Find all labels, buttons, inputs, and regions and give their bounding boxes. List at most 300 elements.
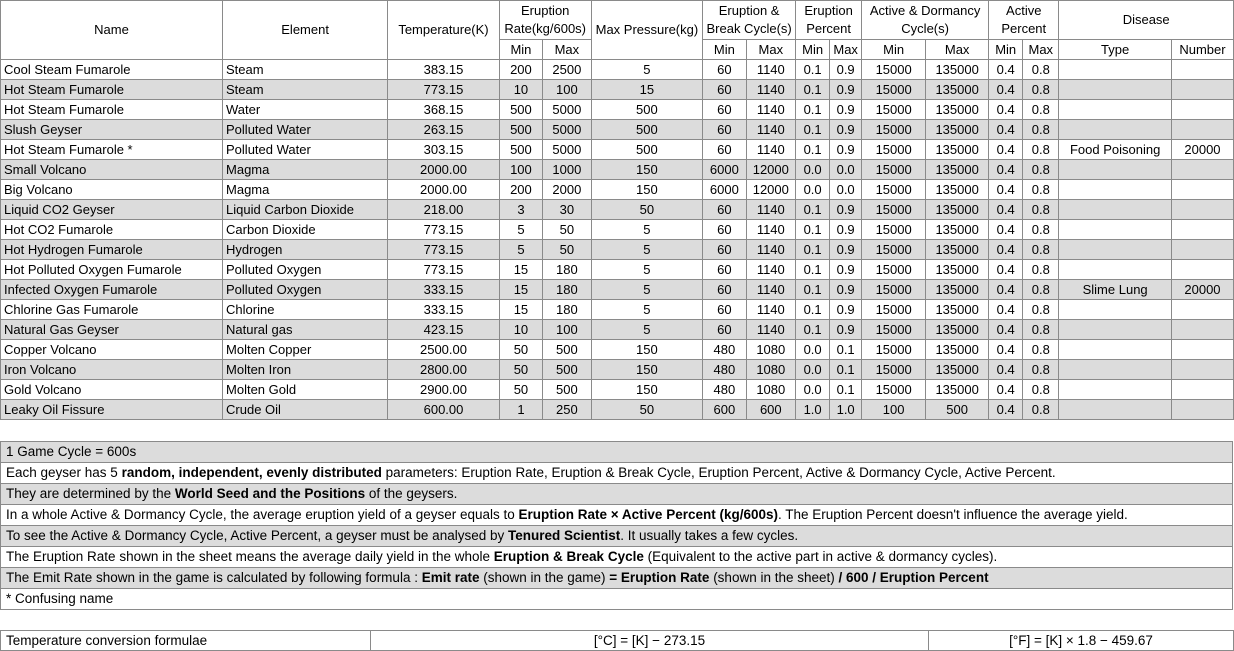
- cell-temperature[interactable]: 423.15: [388, 320, 500, 340]
- cell-percent-min[interactable]: 0.1: [796, 240, 830, 260]
- cell-percent-max[interactable]: 0.9: [830, 200, 862, 220]
- cell-percent-min[interactable]: 0.0: [796, 380, 830, 400]
- cell-rate-min[interactable]: 500: [499, 140, 542, 160]
- cell-element[interactable]: Polluted Oxygen: [223, 260, 388, 280]
- cell-temperature[interactable]: 218.00: [388, 200, 500, 220]
- cell-name[interactable]: Leaky Oil Fissure: [1, 400, 223, 420]
- cell-disease-type[interactable]: [1059, 260, 1172, 280]
- cell-name[interactable]: Natural Gas Geyser: [1, 320, 223, 340]
- header-cycle-max[interactable]: Max: [746, 40, 796, 60]
- cell-rate-max[interactable]: 500: [543, 360, 592, 380]
- cell-cycle-max[interactable]: 1140: [746, 240, 796, 260]
- header-disease-type[interactable]: Type: [1059, 40, 1172, 60]
- cell-dormancy-min[interactable]: 15000: [862, 360, 926, 380]
- cell-element[interactable]: Molten Iron: [223, 360, 388, 380]
- cell-rate-max[interactable]: 5000: [543, 120, 592, 140]
- cell-cycle-max[interactable]: 1140: [746, 200, 796, 220]
- note-average-yield[interactable]: [1, 505, 1233, 526]
- header-rate-min[interactable]: Min: [499, 40, 542, 60]
- cell-rate-max[interactable]: 2500: [543, 60, 592, 80]
- cell-rate-min[interactable]: 10: [499, 320, 542, 340]
- cell-temperature[interactable]: 773.15: [388, 80, 500, 100]
- cell-max-pressure[interactable]: 50: [591, 200, 703, 220]
- cell-element[interactable]: Polluted Oxygen: [223, 280, 388, 300]
- header-eruption-break-cycle[interactable]: Eruption & Break Cycle(s): [703, 1, 796, 40]
- note-parameters[interactable]: [1, 463, 1233, 484]
- cell-name[interactable]: Liquid CO2 Geyser: [1, 200, 223, 220]
- cell-active-min[interactable]: 0.4: [989, 60, 1023, 80]
- cell-name[interactable]: Gold Volcano: [1, 380, 223, 400]
- cell-dormancy-min[interactable]: 15000: [862, 260, 926, 280]
- cell-element[interactable]: Polluted Water: [223, 120, 388, 140]
- cell-disease-number[interactable]: [1171, 400, 1233, 420]
- cell-rate-max[interactable]: 1000: [543, 160, 592, 180]
- cell-rate-min[interactable]: 500: [499, 100, 542, 120]
- cell-name[interactable]: Slush Geyser: [1, 120, 223, 140]
- cell-dormancy-max[interactable]: 135000: [926, 340, 989, 360]
- cell-disease-type[interactable]: [1059, 100, 1172, 120]
- cell-percent-max[interactable]: 0.1: [830, 380, 862, 400]
- cell-cycle-min[interactable]: 60: [703, 80, 746, 100]
- cell-cycle-min[interactable]: 60: [703, 200, 746, 220]
- cell-active-min[interactable]: 0.4: [989, 220, 1023, 240]
- cell-rate-max[interactable]: 2000: [543, 180, 592, 200]
- cell-name[interactable]: Hot Polluted Oxygen Fumarole: [1, 260, 223, 280]
- cell-active-min[interactable]: 0.4: [989, 300, 1023, 320]
- cell-active-min[interactable]: 0.4: [989, 160, 1023, 180]
- cell-disease-type[interactable]: [1059, 80, 1172, 100]
- cell-cycle-min[interactable]: 60: [703, 120, 746, 140]
- header-percent-min[interactable]: Min: [796, 40, 830, 60]
- cell-dormancy-max[interactable]: 135000: [926, 260, 989, 280]
- cell-cycle-max[interactable]: 1140: [746, 120, 796, 140]
- cell-disease-number[interactable]: [1171, 260, 1233, 280]
- cell-active-max[interactable]: 0.8: [1023, 300, 1059, 320]
- header-disease[interactable]: Disease: [1059, 1, 1234, 40]
- cell-max-pressure[interactable]: 5: [591, 60, 703, 80]
- cell-percent-min[interactable]: 0.1: [796, 140, 830, 160]
- cell-active-min[interactable]: 0.4: [989, 240, 1023, 260]
- cell-cycle-max[interactable]: 1140: [746, 100, 796, 120]
- cell-cycle-min[interactable]: 60: [703, 320, 746, 340]
- cell-element[interactable]: Carbon Dioxide: [223, 220, 388, 240]
- cell-disease-number[interactable]: [1171, 360, 1233, 380]
- header-disease-number[interactable]: Number: [1171, 40, 1233, 60]
- cell-cycle-max[interactable]: 1080: [746, 360, 796, 380]
- cell-element[interactable]: Water: [223, 100, 388, 120]
- cell-rate-min[interactable]: 15: [499, 300, 542, 320]
- cell-temperature[interactable]: 303.15: [388, 140, 500, 160]
- note-confusing-name[interactable]: * Confusing name: [1, 589, 1233, 610]
- cell-dormancy-max[interactable]: 500: [926, 400, 989, 420]
- header-dormancy-min[interactable]: Min: [862, 40, 926, 60]
- cell-disease-type[interactable]: [1059, 160, 1172, 180]
- cell-cycle-max[interactable]: 1140: [746, 260, 796, 280]
- cell-active-max[interactable]: 0.8: [1023, 380, 1059, 400]
- cell-disease-type[interactable]: [1059, 240, 1172, 260]
- cell-active-max[interactable]: 0.8: [1023, 400, 1059, 420]
- cell-percent-max[interactable]: 1.0: [830, 400, 862, 420]
- note-analysis[interactable]: [1, 526, 1233, 547]
- cell-percent-max[interactable]: 0.9: [830, 120, 862, 140]
- note-emit-rate[interactable]: [1, 568, 1233, 589]
- cell-cycle-min[interactable]: 60: [703, 60, 746, 80]
- cell-max-pressure[interactable]: 5: [591, 240, 703, 260]
- cell-percent-min[interactable]: 0.0: [796, 360, 830, 380]
- cell-dormancy-max[interactable]: 135000: [926, 60, 989, 80]
- cell-rate-min[interactable]: 50: [499, 340, 542, 360]
- cell-rate-max[interactable]: 500: [543, 340, 592, 360]
- cell-rate-max[interactable]: 180: [543, 300, 592, 320]
- cell-cycle-max[interactable]: 12000: [746, 160, 796, 180]
- cell-max-pressure[interactable]: 150: [591, 340, 703, 360]
- cell-temperature[interactable]: 333.15: [388, 280, 500, 300]
- cell-percent-max[interactable]: 0.9: [830, 240, 862, 260]
- cell-rate-min[interactable]: 5: [499, 240, 542, 260]
- cell-cycle-min[interactable]: 60: [703, 140, 746, 160]
- cell-active-max[interactable]: 0.8: [1023, 180, 1059, 200]
- cell-rate-max[interactable]: 100: [543, 320, 592, 340]
- cell-disease-number[interactable]: 20000: [1171, 140, 1233, 160]
- cell-percent-min[interactable]: 0.0: [796, 180, 830, 200]
- cell-disease-number[interactable]: [1171, 240, 1233, 260]
- header-eruption-rate[interactable]: Eruption Rate(kg/600s): [499, 1, 591, 40]
- cell-disease-type[interactable]: [1059, 220, 1172, 240]
- cell-dormancy-max[interactable]: 135000: [926, 280, 989, 300]
- cell-temperature[interactable]: 773.15: [388, 260, 500, 280]
- header-max-pressure[interactable]: Max Pressure(kg): [591, 1, 703, 60]
- cell-max-pressure[interactable]: 150: [591, 180, 703, 200]
- cell-percent-min[interactable]: 0.1: [796, 220, 830, 240]
- cell-dormancy-max[interactable]: 135000: [926, 80, 989, 100]
- cell-cycle-min[interactable]: 60: [703, 220, 746, 240]
- cell-rate-max[interactable]: 5000: [543, 100, 592, 120]
- note-game-cycle[interactable]: 1 Game Cycle = 600s: [1, 442, 1233, 463]
- cell-dormancy-max[interactable]: 135000: [926, 240, 989, 260]
- conversion-label[interactable]: Temperature conversion formulae: [1, 631, 371, 651]
- cell-rate-max[interactable]: 30: [543, 200, 592, 220]
- header-name[interactable]: Name: [1, 1, 223, 60]
- cell-element[interactable]: Steam: [223, 60, 388, 80]
- cell-element[interactable]: Crude Oil: [223, 400, 388, 420]
- cell-name[interactable]: Infected Oxygen Fumarole: [1, 280, 223, 300]
- cell-percent-max[interactable]: 0.1: [830, 340, 862, 360]
- cell-percent-min[interactable]: 0.1: [796, 200, 830, 220]
- cell-cycle-max[interactable]: 1140: [746, 220, 796, 240]
- cell-cycle-min[interactable]: 60: [703, 260, 746, 280]
- cell-percent-max[interactable]: 0.1: [830, 360, 862, 380]
- cell-dormancy-min[interactable]: 15000: [862, 80, 926, 100]
- cell-percent-min[interactable]: 0.1: [796, 320, 830, 340]
- cell-active-max[interactable]: 0.8: [1023, 280, 1059, 300]
- cell-rate-max[interactable]: 5000: [543, 140, 592, 160]
- cell-dormancy-max[interactable]: 135000: [926, 120, 989, 140]
- cell-cycle-min[interactable]: 6000: [703, 160, 746, 180]
- header-temperature[interactable]: Temperature(K): [388, 1, 500, 60]
- cell-disease-number[interactable]: 20000: [1171, 280, 1233, 300]
- cell-cycle-max[interactable]: 1140: [746, 140, 796, 160]
- cell-active-max[interactable]: 0.8: [1023, 120, 1059, 140]
- cell-dormancy-min[interactable]: 15000: [862, 240, 926, 260]
- cell-max-pressure[interactable]: 500: [591, 140, 703, 160]
- cell-percent-min[interactable]: 0.1: [796, 300, 830, 320]
- cell-dormancy-min[interactable]: 15000: [862, 160, 926, 180]
- cell-rate-max[interactable]: 50: [543, 240, 592, 260]
- cell-active-min[interactable]: 0.4: [989, 360, 1023, 380]
- cell-active-min[interactable]: 0.4: [989, 80, 1023, 100]
- cell-rate-min[interactable]: 200: [499, 60, 542, 80]
- cell-dormancy-max[interactable]: 135000: [926, 360, 989, 380]
- header-eruption-percent[interactable]: Eruption Percent: [796, 1, 862, 40]
- cell-dormancy-max[interactable]: 135000: [926, 100, 989, 120]
- cell-percent-min[interactable]: 0.1: [796, 60, 830, 80]
- cell-dormancy-max[interactable]: 135000: [926, 180, 989, 200]
- cell-percent-max[interactable]: 0.9: [830, 60, 862, 80]
- cell-disease-number[interactable]: [1171, 200, 1233, 220]
- cell-percent-min[interactable]: 0.0: [796, 340, 830, 360]
- cell-name[interactable]: Small Volcano: [1, 160, 223, 180]
- cell-percent-min[interactable]: 0.0: [796, 160, 830, 180]
- cell-percent-max[interactable]: 0.9: [830, 80, 862, 100]
- cell-max-pressure[interactable]: 150: [591, 380, 703, 400]
- cell-name[interactable]: Copper Volcano: [1, 340, 223, 360]
- cell-rate-max[interactable]: 100: [543, 80, 592, 100]
- cell-element[interactable]: Liquid Carbon Dioxide: [223, 200, 388, 220]
- cell-rate-min[interactable]: 200: [499, 180, 542, 200]
- cell-dormancy-min[interactable]: 15000: [862, 280, 926, 300]
- cell-rate-max[interactable]: 180: [543, 280, 592, 300]
- cell-temperature[interactable]: 368.15: [388, 100, 500, 120]
- cell-percent-max[interactable]: 0.9: [830, 220, 862, 240]
- cell-percent-max[interactable]: 0.9: [830, 140, 862, 160]
- cell-temperature[interactable]: 383.15: [388, 60, 500, 80]
- cell-dormancy-max[interactable]: 135000: [926, 160, 989, 180]
- cell-max-pressure[interactable]: 500: [591, 100, 703, 120]
- cell-cycle-max[interactable]: 1140: [746, 280, 796, 300]
- cell-cycle-min[interactable]: 60: [703, 100, 746, 120]
- cell-element[interactable]: Magma: [223, 180, 388, 200]
- header-active-dormancy-cycle[interactable]: Active & Dormancy Cycle(s): [862, 1, 989, 40]
- cell-temperature[interactable]: 600.00: [388, 400, 500, 420]
- header-dormancy-max[interactable]: Max: [926, 40, 989, 60]
- cell-active-max[interactable]: 0.8: [1023, 140, 1059, 160]
- cell-percent-min[interactable]: 0.1: [796, 80, 830, 100]
- cell-cycle-min[interactable]: 6000: [703, 180, 746, 200]
- cell-element[interactable]: Molten Gold: [223, 380, 388, 400]
- cell-cycle-max[interactable]: 1140: [746, 320, 796, 340]
- cell-element[interactable]: Natural gas: [223, 320, 388, 340]
- cell-percent-max[interactable]: 0.9: [830, 320, 862, 340]
- cell-cycle-max[interactable]: 600: [746, 400, 796, 420]
- conversion-fahrenheit[interactable]: [°F] = [K] × 1.8 − 459.67: [929, 631, 1234, 651]
- cell-disease-type[interactable]: [1059, 340, 1172, 360]
- cell-rate-max[interactable]: 500: [543, 380, 592, 400]
- cell-rate-max[interactable]: 250: [543, 400, 592, 420]
- cell-name[interactable]: Hot Steam Fumarole: [1, 80, 223, 100]
- cell-max-pressure[interactable]: 5: [591, 280, 703, 300]
- cell-cycle-min[interactable]: 480: [703, 380, 746, 400]
- cell-disease-number[interactable]: [1171, 100, 1233, 120]
- cell-percent-max[interactable]: 0.9: [830, 280, 862, 300]
- cell-percent-max[interactable]: 0.9: [830, 300, 862, 320]
- cell-rate-min[interactable]: 15: [499, 260, 542, 280]
- cell-disease-number[interactable]: [1171, 120, 1233, 140]
- cell-active-max[interactable]: 0.8: [1023, 100, 1059, 120]
- cell-disease-type[interactable]: [1059, 360, 1172, 380]
- cell-percent-min[interactable]: 0.1: [796, 260, 830, 280]
- cell-rate-min[interactable]: 3: [499, 200, 542, 220]
- cell-rate-min[interactable]: 15: [499, 280, 542, 300]
- cell-dormancy-max[interactable]: 135000: [926, 300, 989, 320]
- note-eruption-rate[interactable]: [1, 547, 1233, 568]
- cell-active-min[interactable]: 0.4: [989, 400, 1023, 420]
- cell-name[interactable]: Hot Steam Fumarole *: [1, 140, 223, 160]
- cell-active-max[interactable]: 0.8: [1023, 160, 1059, 180]
- cell-active-max[interactable]: 0.8: [1023, 360, 1059, 380]
- note-world-seed[interactable]: [1, 484, 1233, 505]
- cell-disease-type[interactable]: [1059, 180, 1172, 200]
- conversion-celsius[interactable]: [°C] = [K] − 273.15: [371, 631, 929, 651]
- cell-active-min[interactable]: 0.4: [989, 280, 1023, 300]
- cell-name[interactable]: Hot CO2 Fumarole: [1, 220, 223, 240]
- cell-temperature[interactable]: 2000.00: [388, 180, 500, 200]
- cell-rate-min[interactable]: 1: [499, 400, 542, 420]
- cell-name[interactable]: Hot Hydrogen Fumarole: [1, 240, 223, 260]
- cell-disease-type[interactable]: [1059, 60, 1172, 80]
- cell-temperature[interactable]: 2000.00: [388, 160, 500, 180]
- cell-disease-number[interactable]: [1171, 320, 1233, 340]
- cell-max-pressure[interactable]: 500: [591, 120, 703, 140]
- cell-element[interactable]: Molten Copper: [223, 340, 388, 360]
- cell-active-max[interactable]: 0.8: [1023, 220, 1059, 240]
- cell-element[interactable]: Hydrogen: [223, 240, 388, 260]
- cell-rate-min[interactable]: 5: [499, 220, 542, 240]
- cell-active-min[interactable]: 0.4: [989, 340, 1023, 360]
- cell-max-pressure[interactable]: 15: [591, 80, 703, 100]
- cell-dormancy-min[interactable]: 15000: [862, 200, 926, 220]
- cell-disease-number[interactable]: [1171, 380, 1233, 400]
- header-element[interactable]: Element: [223, 1, 388, 60]
- cell-disease-type[interactable]: Food Poisoning: [1059, 140, 1172, 160]
- cell-dormancy-max[interactable]: 135000: [926, 200, 989, 220]
- cell-cycle-min[interactable]: 480: [703, 340, 746, 360]
- cell-active-min[interactable]: 0.4: [989, 380, 1023, 400]
- cell-disease-number[interactable]: [1171, 340, 1233, 360]
- cell-dormancy-min[interactable]: 15000: [862, 180, 926, 200]
- cell-dormancy-max[interactable]: 135000: [926, 320, 989, 340]
- cell-rate-min[interactable]: 10: [499, 80, 542, 100]
- cell-max-pressure[interactable]: 5: [591, 320, 703, 340]
- cell-name[interactable]: Big Volcano: [1, 180, 223, 200]
- cell-active-max[interactable]: 0.8: [1023, 60, 1059, 80]
- cell-cycle-max[interactable]: 1140: [746, 80, 796, 100]
- cell-rate-max[interactable]: 50: [543, 220, 592, 240]
- cell-element[interactable]: Magma: [223, 160, 388, 180]
- cell-disease-type[interactable]: [1059, 120, 1172, 140]
- cell-active-min[interactable]: 0.4: [989, 180, 1023, 200]
- cell-disease-number[interactable]: [1171, 220, 1233, 240]
- cell-disease-type[interactable]: [1059, 380, 1172, 400]
- header-active-min[interactable]: Min: [989, 40, 1023, 60]
- cell-element[interactable]: Polluted Water: [223, 140, 388, 160]
- cell-disease-type[interactable]: Slime Lung: [1059, 280, 1172, 300]
- cell-max-pressure[interactable]: 5: [591, 300, 703, 320]
- cell-dormancy-max[interactable]: 135000: [926, 380, 989, 400]
- cell-disease-type[interactable]: [1059, 200, 1172, 220]
- cell-active-max[interactable]: 0.8: [1023, 80, 1059, 100]
- cell-name[interactable]: Iron Volcano: [1, 360, 223, 380]
- cell-cycle-min[interactable]: 60: [703, 300, 746, 320]
- cell-dormancy-min[interactable]: 15000: [862, 300, 926, 320]
- cell-name[interactable]: Chlorine Gas Fumarole: [1, 300, 223, 320]
- cell-cycle-max[interactable]: 1080: [746, 380, 796, 400]
- cell-percent-min[interactable]: 1.0: [796, 400, 830, 420]
- cell-dormancy-min[interactable]: 15000: [862, 340, 926, 360]
- cell-cycle-min[interactable]: 480: [703, 360, 746, 380]
- cell-name[interactable]: Cool Steam Fumarole: [1, 60, 223, 80]
- cell-dormancy-min[interactable]: 15000: [862, 320, 926, 340]
- cell-dormancy-min[interactable]: 15000: [862, 140, 926, 160]
- cell-percent-min[interactable]: 0.1: [796, 280, 830, 300]
- cell-percent-max[interactable]: 0.0: [830, 180, 862, 200]
- cell-element[interactable]: Chlorine: [223, 300, 388, 320]
- cell-max-pressure[interactable]: 150: [591, 360, 703, 380]
- cell-temperature[interactable]: 2500.00: [388, 340, 500, 360]
- cell-name[interactable]: Hot Steam Fumarole: [1, 100, 223, 120]
- cell-dormancy-min[interactable]: 15000: [862, 120, 926, 140]
- header-percent-max[interactable]: Max: [830, 40, 862, 60]
- cell-dormancy-min[interactable]: 15000: [862, 220, 926, 240]
- cell-rate-min[interactable]: 50: [499, 360, 542, 380]
- cell-dormancy-max[interactable]: 135000: [926, 140, 989, 160]
- cell-temperature[interactable]: 263.15: [388, 120, 500, 140]
- cell-active-min[interactable]: 0.4: [989, 120, 1023, 140]
- cell-disease-number[interactable]: [1171, 160, 1233, 180]
- header-rate-max[interactable]: Max: [543, 40, 592, 60]
- cell-percent-max[interactable]: 0.9: [830, 100, 862, 120]
- cell-cycle-max[interactable]: 12000: [746, 180, 796, 200]
- cell-active-min[interactable]: 0.4: [989, 320, 1023, 340]
- cell-active-min[interactable]: 0.4: [989, 100, 1023, 120]
- cell-active-max[interactable]: 0.8: [1023, 260, 1059, 280]
- cell-disease-number[interactable]: [1171, 60, 1233, 80]
- cell-max-pressure[interactable]: 5: [591, 260, 703, 280]
- cell-disease-type[interactable]: [1059, 300, 1172, 320]
- cell-dormancy-max[interactable]: 135000: [926, 220, 989, 240]
- cell-dormancy-min[interactable]: 100: [862, 400, 926, 420]
- cell-dormancy-min[interactable]: 15000: [862, 380, 926, 400]
- cell-cycle-min[interactable]: 60: [703, 280, 746, 300]
- cell-disease-type[interactable]: [1059, 320, 1172, 340]
- cell-percent-min[interactable]: 0.1: [796, 100, 830, 120]
- cell-rate-min[interactable]: 100: [499, 160, 542, 180]
- cell-percent-max[interactable]: 0.0: [830, 160, 862, 180]
- cell-temperature[interactable]: 2800.00: [388, 360, 500, 380]
- cell-active-max[interactable]: 0.8: [1023, 320, 1059, 340]
- cell-active-max[interactable]: 0.8: [1023, 340, 1059, 360]
- header-active-max[interactable]: Max: [1023, 40, 1059, 60]
- cell-max-pressure[interactable]: 50: [591, 400, 703, 420]
- cell-active-max[interactable]: 0.8: [1023, 200, 1059, 220]
- cell-element[interactable]: Steam: [223, 80, 388, 100]
- cell-rate-max[interactable]: 180: [543, 260, 592, 280]
- cell-active-max[interactable]: 0.8: [1023, 240, 1059, 260]
- cell-cycle-max[interactable]: 1080: [746, 340, 796, 360]
- cell-max-pressure[interactable]: 150: [591, 160, 703, 180]
- cell-temperature[interactable]: 773.15: [388, 220, 500, 240]
- cell-disease-number[interactable]: [1171, 300, 1233, 320]
- cell-active-min[interactable]: 0.4: [989, 200, 1023, 220]
